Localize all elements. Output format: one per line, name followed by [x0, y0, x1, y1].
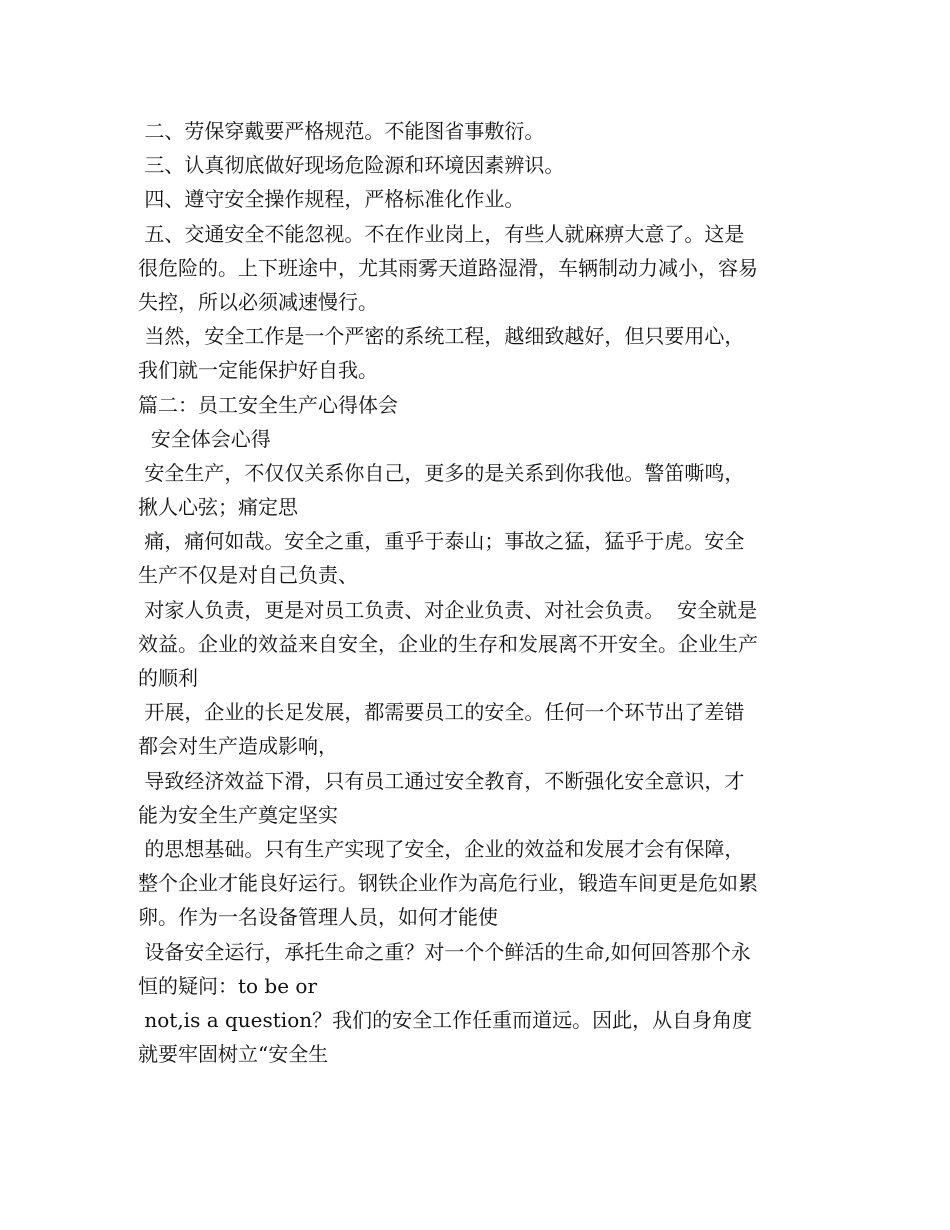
text-line: 都会对生产造成影响，	[138, 734, 338, 759]
text-line: 整个企业才能良好运行。钢铁企业作为高危行业，锻造车间更是危如累	[138, 871, 758, 896]
text-line: 当然，安全工作是一个严密的系统工程，越细致越好，但只要用心，	[138, 324, 745, 349]
text-line: 三、认真彻底做好现场危险源和环境因素辨识。	[138, 153, 565, 178]
text-line: 卵。作为一名设备管理人员，如何才能使	[138, 905, 498, 930]
text-line: 四、遵守安全操作规程，严格标准化作业。	[138, 187, 525, 212]
text-line: not,is a question？我们的安全工作任重而道远。因此，从自身角度	[138, 1007, 753, 1032]
text-line: 的顺利	[138, 666, 198, 690]
text-line: 就要牢固树立“安全生	[138, 1042, 329, 1067]
text-line: 二、劳保穿戴要严格规范。不能图省事敷衍。	[138, 119, 545, 143]
text-line: 失控，所以必须减速慢行。	[138, 289, 378, 314]
text-line: 痛，痛何如哉。安全之重，重乎于泰山；事故之猛，猛乎于虎。安全	[138, 529, 745, 554]
text-line: 对家人负责，更是对员工负责、对企业负责、对社会负责。 安全就是	[138, 597, 758, 622]
text-line: 的思想基础。只有生产实现了安全，企业的效益和发展才会有保障，	[138, 836, 745, 861]
text-line: 恒的疑问：to be or	[138, 973, 318, 998]
text-line: 导致经济效益下滑，只有员工通过安全教育，不断强化安全意识，才	[138, 768, 745, 793]
text-line: 生产不仅是对自己负责、	[138, 563, 358, 588]
text-line: 很危险的。上下班途中，尤其雨雾天道路湿滑，车辆制动力减小，容易	[138, 255, 758, 280]
text-line: 揪人心弦；痛定思	[138, 495, 298, 520]
text-line: 开展，企业的长足发展，都需要员工的安全。任何一个环节出了差错	[138, 700, 745, 725]
section-heading: 篇二：员工安全生产心得体会	[138, 392, 398, 417]
text-line: 安全生产，不仅仅关系你自己，更多的是关系到你我他。警笛嘶鸣，	[138, 460, 745, 485]
text-line: 效益。企业的效益来自安全，企业的生存和发展离不开安全。企业生产	[138, 631, 758, 656]
text-line: 设备安全运行，承托生命之重？对一个个鲜活的生命,如何回答那个永	[138, 939, 751, 964]
document-body	[138, 114, 814, 1071]
text-line: 我们就一定能保护好自我。	[138, 358, 378, 383]
text-line: 能为安全生产奠定坚实	[138, 802, 338, 827]
subheading: 安全体会心得	[138, 426, 271, 451]
text-line: 五、交通安全不能忽视。不在作业岗上，有些人就麻痹大意了。这是	[138, 221, 745, 246]
